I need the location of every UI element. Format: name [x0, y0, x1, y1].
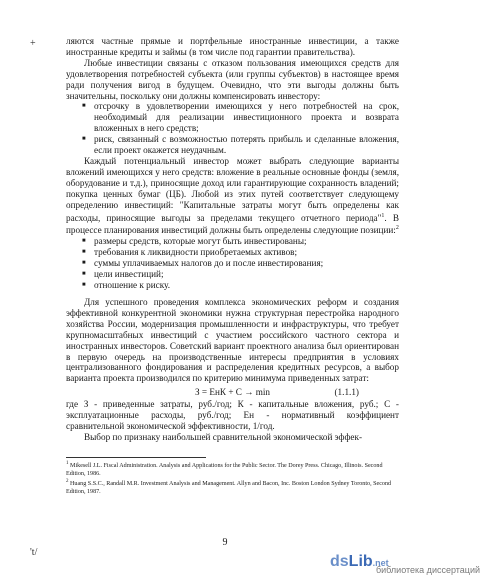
footnote-mark: 1	[66, 460, 69, 466]
formula	[66, 387, 399, 398]
footnote-ref-1: 1	[381, 212, 385, 219]
bullet-text: требования к ликвидности приобретаемых активов;	[94, 247, 298, 258]
paragraph-2-text: Каждый потенциальный инвестор может выбрать следующие варианты вложений имеющихся у него средств: вложение в реальные основные фонды (земля, оборудование и т.д.), приносящие доход или гарантирующие сохранность владений; покупка ценных бумаг (ЦБ). Любой из этих путей соответствует следующему определению инвестиций: "Капитальные затраты могут быть определены как расходы, приносящие выгоды за пределами текущего отчетного периода"	[66, 155, 399, 223]
bullet-text: суммы уплачиваемых налогов до и после инвестирования;	[94, 258, 324, 269]
bullet-text: отсрочку в удовлетворении имеющихся у него потребностей на срок, необходимый для реализации инвестиционного проекта и возврата вложенных в него средств;	[94, 101, 399, 134]
margin-mark-bottom: 't/	[30, 547, 38, 558]
paragraph-4: где З - приведенные затраты, руб./год; К - капитальные вложения, руб.; С - эксплуатационные расходы, руб./год; Ен - нормативный коэффициент сравнительной экономической эффективности, 1/год.	[66, 399, 399, 431]
bullet-item	[66, 258, 399, 269]
bullet-text: риск, связанный с возможностью потерять прибыль и сделанные вложения, если проект окажется неудачным.	[94, 134, 399, 156]
formula-number: (1.1.1)	[334, 387, 359, 398]
paragraph-5: Выбор по признаку наибольшей сравнительной экономической эффек-	[84, 431, 363, 442]
paragraph-1: Любые инвестиции связаны с отказом пользования имеющихся средств для удовлетворения потребностей субъекта (или группы субъектов) в настоящее время ради получения вигод в будущем. Очевидно, что эти выгоды должны быть значительны, поскольку они должны компенсировать инвестору:	[66, 57, 399, 101]
bullet-marker: ■	[82, 136, 86, 143]
margin-mark-top: +	[30, 38, 36, 49]
logo-lib: Lib	[348, 553, 373, 570]
bullet-marker: ■	[82, 260, 86, 267]
paragraph-3: Для успешного проведения комплекса экономических реформ и создания эффективной конкурентной экономики нужна структурная перестройка народного хозяйства России, модернизация промышленности и инфраструктуры, что требует крупномасштабных инвестиций с участием российского частного сектора и иностранных инвесторов. Советский вариант проектного анализа был ориентирован в первую очередь на производственные интересы предприятия в условиях централизованного фондирования и распределения кредитных ресурсов, а выбор варианта проекта производился по критерию минимума приведенных затрат:	[66, 296, 399, 384]
footnote-ref-2: 2	[395, 225, 399, 232]
dslib-watermark[interactable]	[330, 548, 480, 576]
bullet-marker: ■	[82, 249, 86, 256]
bullet-item	[66, 134, 399, 156]
bullet-text: отношение к риску.	[94, 280, 171, 291]
bullet-item	[66, 101, 399, 134]
bullet-marker: ■	[82, 103, 86, 110]
logo-net: .net	[372, 558, 389, 568]
paragraph-2	[66, 156, 399, 236]
bullet-marker: ■	[82, 238, 86, 245]
paragraph-2b-text: . В процессе планирования инвестиций должны быть определены следующие позиции:	[66, 212, 399, 236]
watermark-subtitle: библиотека диссертаций	[376, 565, 480, 575]
formula-text: З = ЕнК + С → min	[194, 387, 270, 398]
footnote-1	[66, 460, 399, 478]
bullet-item	[66, 236, 399, 247]
paragraph-0: ляются частные прямые и портфельные иностранные инвестиции, а также иностранные кредиты и займы (в том числе под гарантии правительства).	[66, 36, 399, 57]
bullet-item	[66, 247, 399, 258]
footnote-mark: 2	[66, 478, 69, 484]
page-number: 9	[222, 537, 228, 548]
bullet-text: цели инвестиций;	[94, 269, 164, 280]
bullet-text: размеры средств, которые могут быть инвестированы;	[94, 236, 307, 247]
bullet-marker: ■	[82, 271, 86, 278]
bullet-item	[66, 280, 399, 291]
bullet-item	[66, 269, 399, 280]
footnote-divider	[66, 457, 206, 458]
footnote-2	[66, 478, 399, 496]
footnote-text: Mikesell J.L. Fiscal Administration. Analysis and Applications for the Public Sector. The Dorey Press. Chicago, Illinois. Second Edition, 1986.	[66, 462, 383, 477]
bullet-marker: ■	[82, 282, 86, 289]
body-text	[66, 36, 399, 496]
footnote-text: Huang S.S.C., Randall M.R. Investment Analysis and Management. Allyn and Bacon, Inc. Boston London Sydney Toronto, Second Edition, 1987.	[66, 480, 392, 495]
logo-ds: ds	[330, 553, 349, 570]
